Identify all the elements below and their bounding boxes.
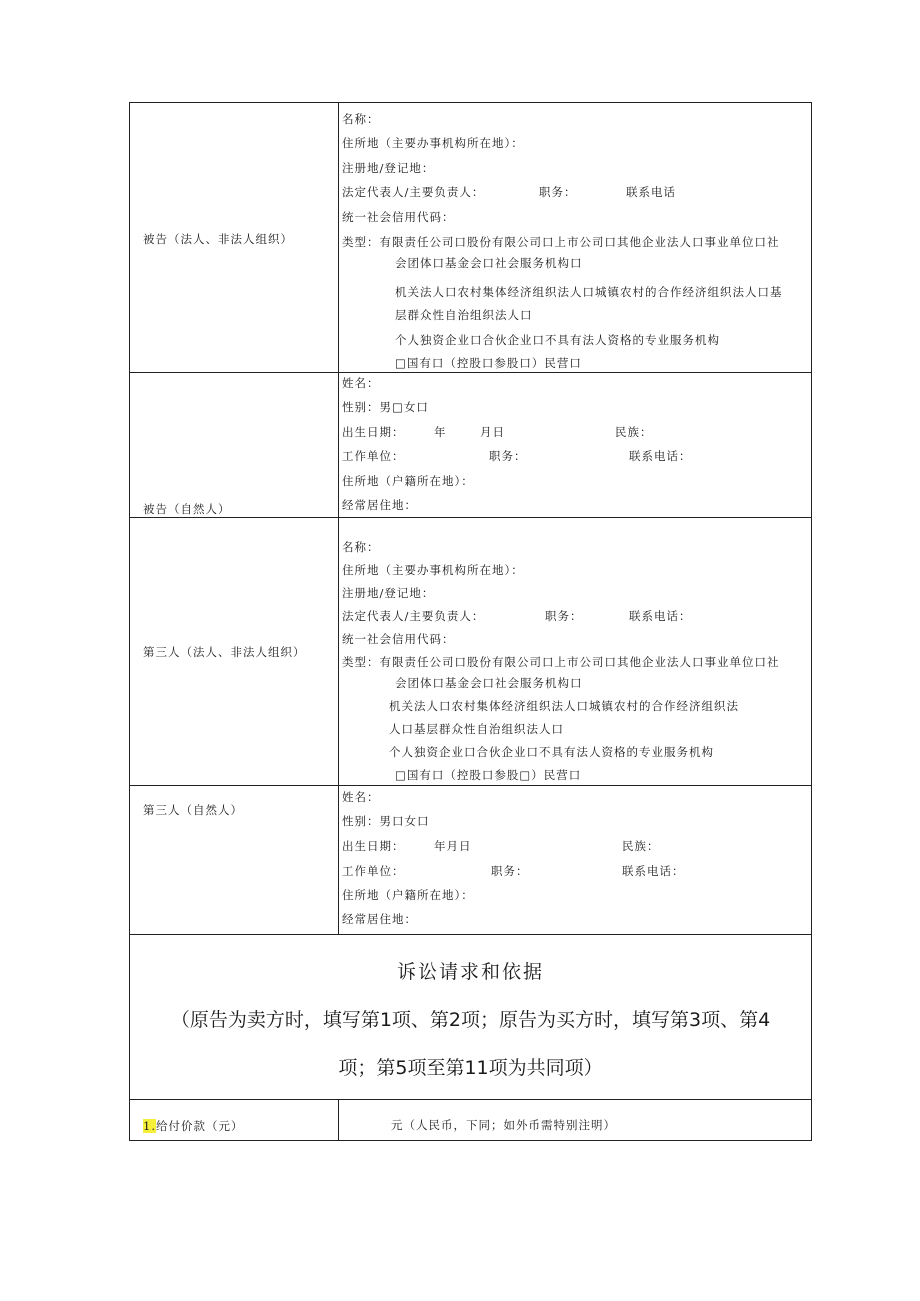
type-line-3: 机关法人口农村集体经济组织法人口城镇农村的合作经济组织法人口基 (395, 285, 783, 299)
type-line-3: 机关法人口农村集体经济组织法人口城镇农村的合作经济组织法 (389, 699, 739, 713)
item-1-label (143, 1118, 243, 1134)
birth-year: 年 (434, 425, 447, 439)
type-line-6: □国有口（控股口参股口）民营口 (395, 356, 582, 370)
person-phone-field[interactable]: 联系电话： (629, 449, 692, 463)
defendant-person-fields (339, 373, 811, 517)
defendant-org-fields (339, 103, 811, 372)
third-org-label: 第三人（法人、非法人组织） (143, 645, 306, 659)
person-duty-field[interactable]: 职务： (489, 449, 527, 463)
domicile-field[interactable]: 住所地（户籍所在地）： (342, 888, 474, 902)
complaint-form-table (129, 102, 812, 1141)
item-1-value-cell[interactable] (339, 1099, 811, 1140)
third-person-fields (339, 786, 811, 934)
item-1-number-highlight: 1. (143, 1119, 156, 1133)
type-line-1: 类型：有限责任公司口股份有限公司口上市公司口其他企业法人口事业单位口社 (342, 235, 780, 249)
item-1-label-cell (130, 1099, 339, 1140)
defendant-org-label-cell (130, 103, 339, 372)
registration-field[interactable]: 注册地/登记地： (342, 161, 435, 175)
defendant-person-row (130, 373, 811, 518)
duty-field[interactable]: 职务： (545, 609, 583, 623)
domicile-field[interactable]: 住所地（户籍所在地）： (342, 474, 474, 488)
type-line-5: 个人独资企业口合伙企业口不具有法人资格的专业服务机构 (389, 745, 714, 759)
item-1-label-text: 给付价款（元） (155, 1119, 244, 1133)
claims-title: 诉讼请求和依据 (396, 961, 544, 983)
name-field[interactable]: 名称： (342, 540, 380, 554)
representative-field[interactable]: 法定代表人/主要负责人： (342, 609, 485, 623)
type-line-6: □国有口（控股口参股□）民营口 (395, 768, 582, 782)
ethnicity-field[interactable]: 民族： (622, 839, 660, 853)
defendant-org-row (130, 103, 811, 373)
phone-field[interactable]: 联系电话 (626, 185, 676, 199)
third-org-label-cell (130, 518, 339, 785)
third-person-label-cell (130, 786, 339, 934)
duty-field[interactable]: 职务： (539, 185, 577, 199)
type-line-4: 人口基层群众性自治组织法人口 (389, 722, 564, 736)
address-field[interactable]: 住所地（主要办事机构所在地）： (342, 563, 524, 577)
residence-field[interactable]: 经常居住地： (342, 912, 417, 926)
phone-field[interactable]: 联系电话： (629, 609, 692, 623)
item-1-row (130, 1099, 811, 1140)
representative-field[interactable]: 法定代表人/主要负责人： (342, 185, 485, 199)
birth-date-text: 年月日 (434, 839, 472, 853)
person-name-field[interactable]: 姓名： (342, 790, 380, 804)
claims-note-line-2: 项；第5项至第11项为共同项） (338, 1057, 603, 1079)
person-name-field[interactable]: 姓名： (342, 376, 380, 390)
defendant-org-label: 被告（法人、非法人组织） (143, 232, 293, 246)
type-line-5: 个人独资企业口合伙企业口不具有法人资格的专业服务机构 (395, 333, 720, 347)
type-line-2: 会团体口基金会口社会服务机构口 (395, 256, 583, 270)
birth-date-field[interactable]: 出生日期： (342, 839, 405, 853)
defendant-person-label: 被告（自然人） (143, 502, 231, 516)
registration-field[interactable]: 注册地/登记地： (342, 586, 435, 600)
ethnicity-field[interactable]: 民族： (615, 425, 653, 439)
type-line-4: 层群众性自治组织法人口 (395, 308, 533, 322)
name-field[interactable]: 名称： (342, 112, 380, 126)
person-duty-field[interactable]: 职务： (491, 864, 529, 878)
credit-code-field[interactable]: 统一社会信用代码： (342, 632, 455, 646)
third-org-fields (339, 518, 811, 785)
type-line-2: 会团体口基金会口社会服务机构口 (395, 676, 583, 690)
item-1-value: 元（人民币，下同；如外币需特别注明） (391, 1118, 616, 1132)
type-line-1: 类型：有限责任公司口股份有限公司口上市公司口其他企业法人口事业单位口社 (342, 655, 780, 669)
workplace-field[interactable]: 工作单位： (342, 864, 405, 878)
gender-field[interactable]: 性别：男口女口 (342, 814, 430, 828)
third-org-row (130, 518, 811, 786)
workplace-field[interactable]: 工作单位： (342, 449, 405, 463)
claims-note-line-1: （原告为卖方时，填写第1项、第2项；原告为买方时，填写第3项、第4 (170, 1009, 771, 1031)
third-person-row (130, 786, 811, 935)
gender-field[interactable]: 性别：男□女口 (342, 400, 429, 414)
birth-monthday: 月日 (480, 425, 505, 439)
birth-date-field[interactable]: 出生日期： (342, 425, 405, 439)
address-field[interactable]: 住所地（主要办事机构所在地）： (342, 136, 524, 150)
defendant-person-label-cell (130, 373, 339, 517)
third-person-label: 第三人（自然人） (143, 803, 243, 817)
claims-heading-row (130, 935, 811, 1100)
residence-field[interactable]: 经常居住地： (342, 498, 417, 512)
person-phone-field[interactable]: 联系电话： (622, 864, 685, 878)
credit-code-field[interactable]: 统一社会信用代码： (342, 210, 455, 224)
